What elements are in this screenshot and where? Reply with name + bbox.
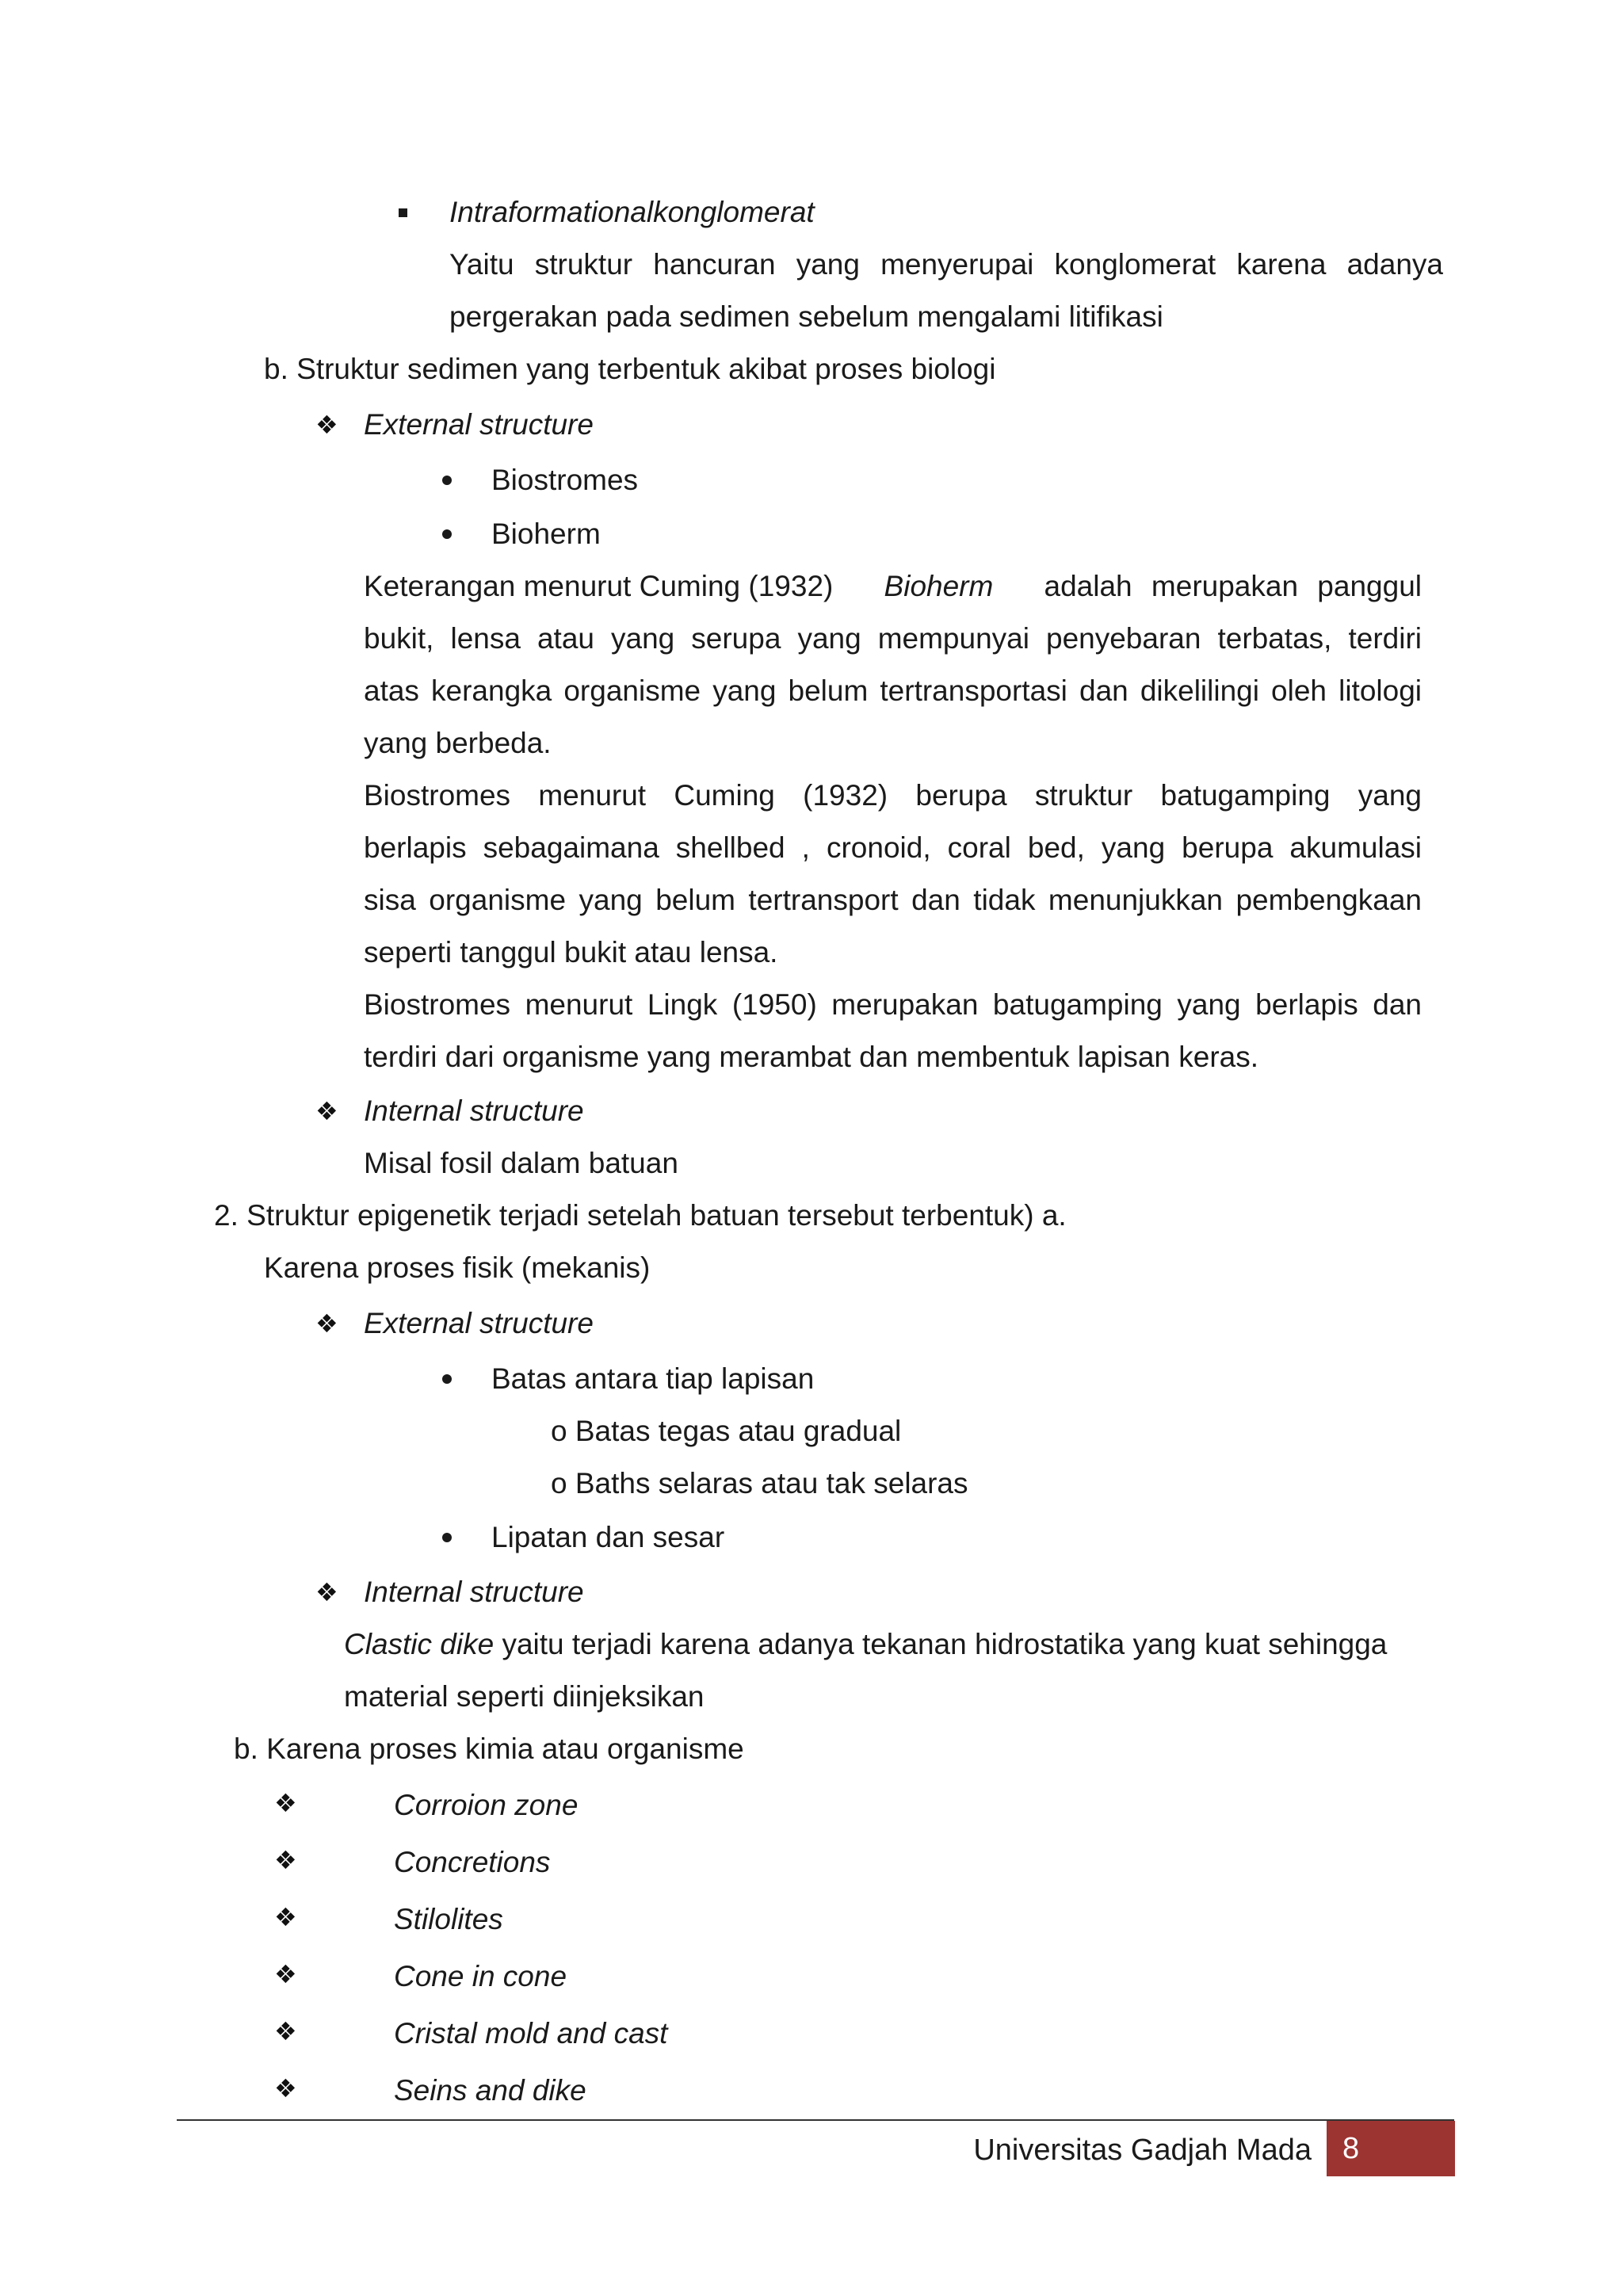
chem-item-corroion: Corroion zone [394, 1789, 579, 1821]
section-2a-heading: Karena proses fisik (mekanis) [264, 1251, 651, 1284]
external-structure-heading: External structure [364, 408, 594, 441]
bullet-dot-icon [442, 529, 452, 539]
clastic-dike-line-1 [344, 1627, 1387, 1662]
section-2-heading: 2. Struktur epigenetik terjadi setelah batuan tersebut terbentuk) a. [214, 1199, 1067, 1232]
footer-rule [177, 2119, 1454, 2121]
list-item-bioherm: Bioherm [491, 518, 601, 550]
bioherm-paragraph-line-2: bukit, lensa atau yang serupa yang mempunyai penyebaran terbatas, terdiri [364, 622, 1422, 655]
square-bullet-icon [399, 208, 407, 217]
chem-item-cristal: Cristal mold and cast [394, 2017, 668, 2050]
diamond-bullet-icon: ❖ [274, 2016, 297, 2046]
biostromes-cuming-line-4: seperti tanggul bukit atau lensa. [364, 936, 778, 968]
biostromes-lingk-line-1: Biostromes menurut Lingk (1950) merupakan batugamping yang berlapis dan [364, 988, 1422, 1021]
clastic-dike-text: yaitu terjadi karena adanya tekanan hidrostatika yang kuat sehingga [502, 1628, 1388, 1660]
bioherm-paragraph-line-1 [364, 569, 1422, 604]
internal-structure-heading: Internal structure [364, 1095, 584, 1127]
bioherm-intro-text: Keterangan menurut Cuming (1932) [364, 570, 834, 602]
bullet-dot-icon [442, 1533, 452, 1542]
list-item-lipatan: Lipatan dan sesar [491, 1521, 725, 1553]
bioherm-paragraph-line-4: yang berbeda. [364, 727, 552, 759]
diamond-bullet-icon: ❖ [315, 1577, 338, 1607]
footer-institution: Universitas Gadjah Mada [973, 2134, 1312, 2167]
chem-item-stilolites: Stilolites [394, 1903, 503, 1935]
bullet-dot-icon [442, 1374, 452, 1384]
biostromes-cuming-line-3: sisa organisme yang belum tertransport dan tidak menunjukkan pembengkaan [364, 884, 1422, 916]
intraformational-heading: Intraformationalkonglomerat [449, 196, 815, 228]
diamond-bullet-icon: ❖ [274, 1959, 297, 1989]
clastic-dike-term: Clastic dike [344, 1628, 495, 1660]
page-number: 8 [1327, 2121, 1455, 2176]
diamond-bullet-icon: ❖ [274, 1788, 297, 1818]
intraformational-line-2: pergerakan pada sedimen sebelum mengalami litifikasi [449, 300, 1163, 333]
list-item-batas: Batas antara tiap lapisan [491, 1362, 815, 1395]
bullet-dot-icon [442, 476, 452, 485]
diamond-bullet-icon: ❖ [315, 1096, 338, 1126]
biostromes-cuming-line-2: berlapis sebagaimana shellbed , cronoid, coral bed, yang berupa akumulasi [364, 831, 1422, 864]
bioherm-paragraph-line-3: atas kerangka organisme yang belum tertransportasi dan dikelilingi oleh litologi [364, 674, 1422, 707]
internal-structure-description: Misal fosil dalam batuan [364, 1147, 678, 1179]
biostromes-cuming-line-1: Biostromes menurut Cuming (1932) berupa struktur batugamping yang [364, 779, 1422, 812]
chem-item-seins: Seins and dike [394, 2074, 586, 2107]
bioherm-intro-rest: adalah merupakan panggul [1044, 570, 1422, 602]
clastic-dike-line-2: material seperti diinjeksikan [344, 1680, 705, 1713]
diamond-bullet-icon: ❖ [315, 1308, 338, 1339]
internal-structure-heading-2: Internal structure [364, 1576, 584, 1608]
bioherm-term: Bioherm [884, 570, 994, 602]
sub-item-batas-tegas: o Batas tegas atau gradual [551, 1415, 902, 1447]
sub-item-baths-selaras: o Baths selaras atau tak selaras [551, 1467, 968, 1499]
diamond-bullet-icon: ❖ [274, 1845, 297, 1875]
biostromes-lingk-line-2: terdiri dari organisme yang merambat dan membentuk lapisan keras. [364, 1041, 1259, 1073]
chem-item-concretions: Concretions [394, 1846, 551, 1878]
diamond-bullet-icon: ❖ [315, 410, 338, 440]
chem-item-cone: Cone in cone [394, 1960, 567, 1992]
diamond-bullet-icon: ❖ [274, 1902, 297, 1932]
diamond-bullet-icon: ❖ [274, 2073, 297, 2103]
external-structure-heading-2: External structure [364, 1307, 594, 1339]
intraformational-line-1: Yaitu struktur hancuran yang menyerupai konglomerat karena adanya [449, 248, 1443, 281]
list-item-biostromes: Biostromes [491, 464, 639, 496]
section-2b-heading: b. Karena proses kimia atau organisme [234, 1733, 744, 1765]
section-b-biologi: b. Struktur sedimen yang terbentuk akibat proses biologi [264, 353, 996, 385]
